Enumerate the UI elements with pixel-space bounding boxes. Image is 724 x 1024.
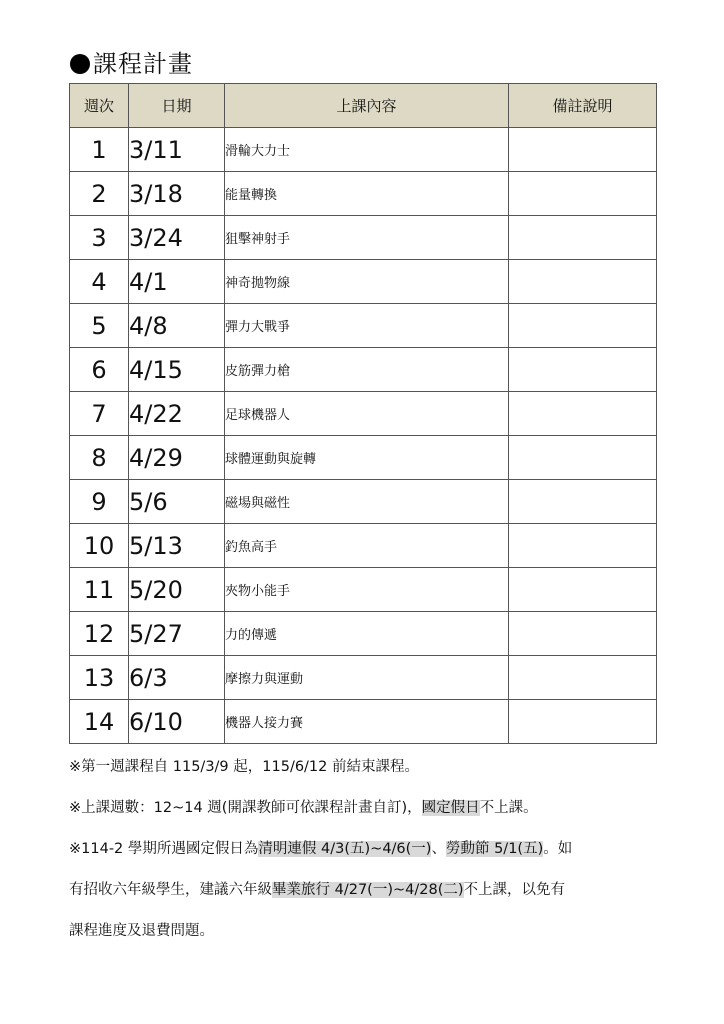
note-trip-highlight: 畢業旅行 4/27(一)~4/28(二) bbox=[272, 882, 464, 898]
week-cell: 12 bbox=[70, 612, 129, 656]
content-cell: 神奇拋物線 bbox=[225, 260, 509, 304]
table-header-row bbox=[70, 84, 657, 128]
week-cell: 4 bbox=[70, 260, 129, 304]
week-cell: 3 bbox=[70, 216, 129, 260]
week-cell: 5 bbox=[70, 304, 129, 348]
header-week: 週次 bbox=[70, 84, 129, 128]
date-cell: 3/24 bbox=[129, 216, 225, 260]
remark-cell bbox=[509, 392, 657, 436]
date-cell: 4/15 bbox=[129, 348, 225, 392]
table-row bbox=[70, 304, 657, 348]
week-cell: 6 bbox=[70, 348, 129, 392]
note-grade6 bbox=[69, 876, 669, 905]
course-plan-table bbox=[69, 83, 657, 744]
table-body bbox=[70, 128, 657, 744]
content-cell: 能量轉換 bbox=[225, 172, 509, 216]
note-holiday-highlight: 國定假日 bbox=[421, 800, 480, 816]
week-cell: 9 bbox=[70, 480, 129, 524]
note-labor-day-highlight: 勞動節 5/1(五) bbox=[445, 841, 544, 857]
week-cell: 11 bbox=[70, 568, 129, 612]
remark-cell bbox=[509, 656, 657, 700]
date-cell: 4/22 bbox=[129, 392, 225, 436]
remark-cell bbox=[509, 480, 657, 524]
remark-cell bbox=[509, 524, 657, 568]
note-qingming-highlight: 清明連假 4/3(五)~4/6(一) bbox=[258, 841, 432, 857]
content-cell: 球體運動與旋轉 bbox=[225, 436, 509, 480]
content-cell: 狙擊神射手 bbox=[225, 216, 509, 260]
note-holidays bbox=[69, 835, 669, 864]
header-content: 上課內容 bbox=[225, 84, 509, 128]
week-cell: 10 bbox=[70, 524, 129, 568]
date-cell: 3/18 bbox=[129, 172, 225, 216]
note-refund-text: 課程進度及退費問題。 bbox=[69, 923, 214, 939]
date-cell: 4/8 bbox=[129, 304, 225, 348]
table-row bbox=[70, 700, 657, 744]
table-row bbox=[70, 656, 657, 700]
page-title-text: 課程計畫 bbox=[93, 50, 193, 78]
week-cell: 8 bbox=[70, 436, 129, 480]
table-row bbox=[70, 436, 657, 480]
date-cell: 5/27 bbox=[129, 612, 225, 656]
date-cell: 4/1 bbox=[129, 260, 225, 304]
remark-cell bbox=[509, 128, 657, 172]
note-holidays-sep: 、 bbox=[431, 841, 446, 857]
content-cell: 摩擦力與運動 bbox=[225, 656, 509, 700]
date-cell: 6/10 bbox=[129, 700, 225, 744]
date-cell: 5/13 bbox=[129, 524, 225, 568]
date-cell: 5/6 bbox=[129, 480, 225, 524]
week-cell: 14 bbox=[70, 700, 129, 744]
week-cell: 2 bbox=[70, 172, 129, 216]
page-title bbox=[70, 44, 193, 79]
date-cell: 4/29 bbox=[129, 436, 225, 480]
date-cell: 3/11 bbox=[129, 128, 225, 172]
content-cell: 彈力大戰爭 bbox=[225, 304, 509, 348]
note-weeks-text: ※上課週數：12~14 週(開課教師可依課程計畫自訂)， bbox=[69, 800, 422, 816]
table-row bbox=[70, 128, 657, 172]
note-refund bbox=[69, 917, 669, 946]
table-row bbox=[70, 524, 657, 568]
remark-cell bbox=[509, 612, 657, 656]
content-cell: 力的傳遞 bbox=[225, 612, 509, 656]
header-date: 日期 bbox=[129, 84, 225, 128]
table-row bbox=[70, 392, 657, 436]
table-row bbox=[70, 480, 657, 524]
week-cell: 1 bbox=[70, 128, 129, 172]
table-row bbox=[70, 260, 657, 304]
note-first-week-text: ※第一週課程自 115/3/9 起，115/6/12 前結束課程。 bbox=[69, 759, 419, 775]
table-row bbox=[70, 216, 657, 260]
table-row bbox=[70, 172, 657, 216]
remark-cell bbox=[509, 172, 657, 216]
date-cell: 6/3 bbox=[129, 656, 225, 700]
note-weeks bbox=[69, 794, 669, 823]
content-cell: 釣魚高手 bbox=[225, 524, 509, 568]
week-cell: 13 bbox=[70, 656, 129, 700]
remark-cell bbox=[509, 436, 657, 480]
bullet-icon bbox=[70, 54, 90, 74]
header-remark: 備註說明 bbox=[509, 84, 657, 128]
note-holidays-text: ※114-2 學期所遇國定假日為 bbox=[69, 841, 259, 857]
remark-cell bbox=[509, 568, 657, 612]
note-first-week bbox=[69, 753, 669, 782]
content-cell: 足球機器人 bbox=[225, 392, 509, 436]
remark-cell bbox=[509, 304, 657, 348]
content-cell: 機器人接力賽 bbox=[225, 700, 509, 744]
notes-section bbox=[69, 753, 669, 958]
note-grade6-tail: 不上課，以免有 bbox=[463, 882, 566, 898]
remark-cell bbox=[509, 700, 657, 744]
remark-cell bbox=[509, 216, 657, 260]
table-row bbox=[70, 612, 657, 656]
content-cell: 滑輪大力士 bbox=[225, 128, 509, 172]
content-cell: 磁場與磁性 bbox=[225, 480, 509, 524]
week-cell: 7 bbox=[70, 392, 129, 436]
table-row bbox=[70, 568, 657, 612]
remark-cell bbox=[509, 348, 657, 392]
date-cell: 5/20 bbox=[129, 568, 225, 612]
table-row bbox=[70, 348, 657, 392]
content-cell: 夾物小能手 bbox=[225, 568, 509, 612]
remark-cell bbox=[509, 260, 657, 304]
content-cell: 皮筋彈力槍 bbox=[225, 348, 509, 392]
note-holidays-tail: 。如 bbox=[543, 841, 573, 857]
note-grade6-text: 有招收六年級學生，建議六年級 bbox=[69, 882, 272, 898]
note-weeks-tail: 不上課。 bbox=[479, 800, 538, 816]
